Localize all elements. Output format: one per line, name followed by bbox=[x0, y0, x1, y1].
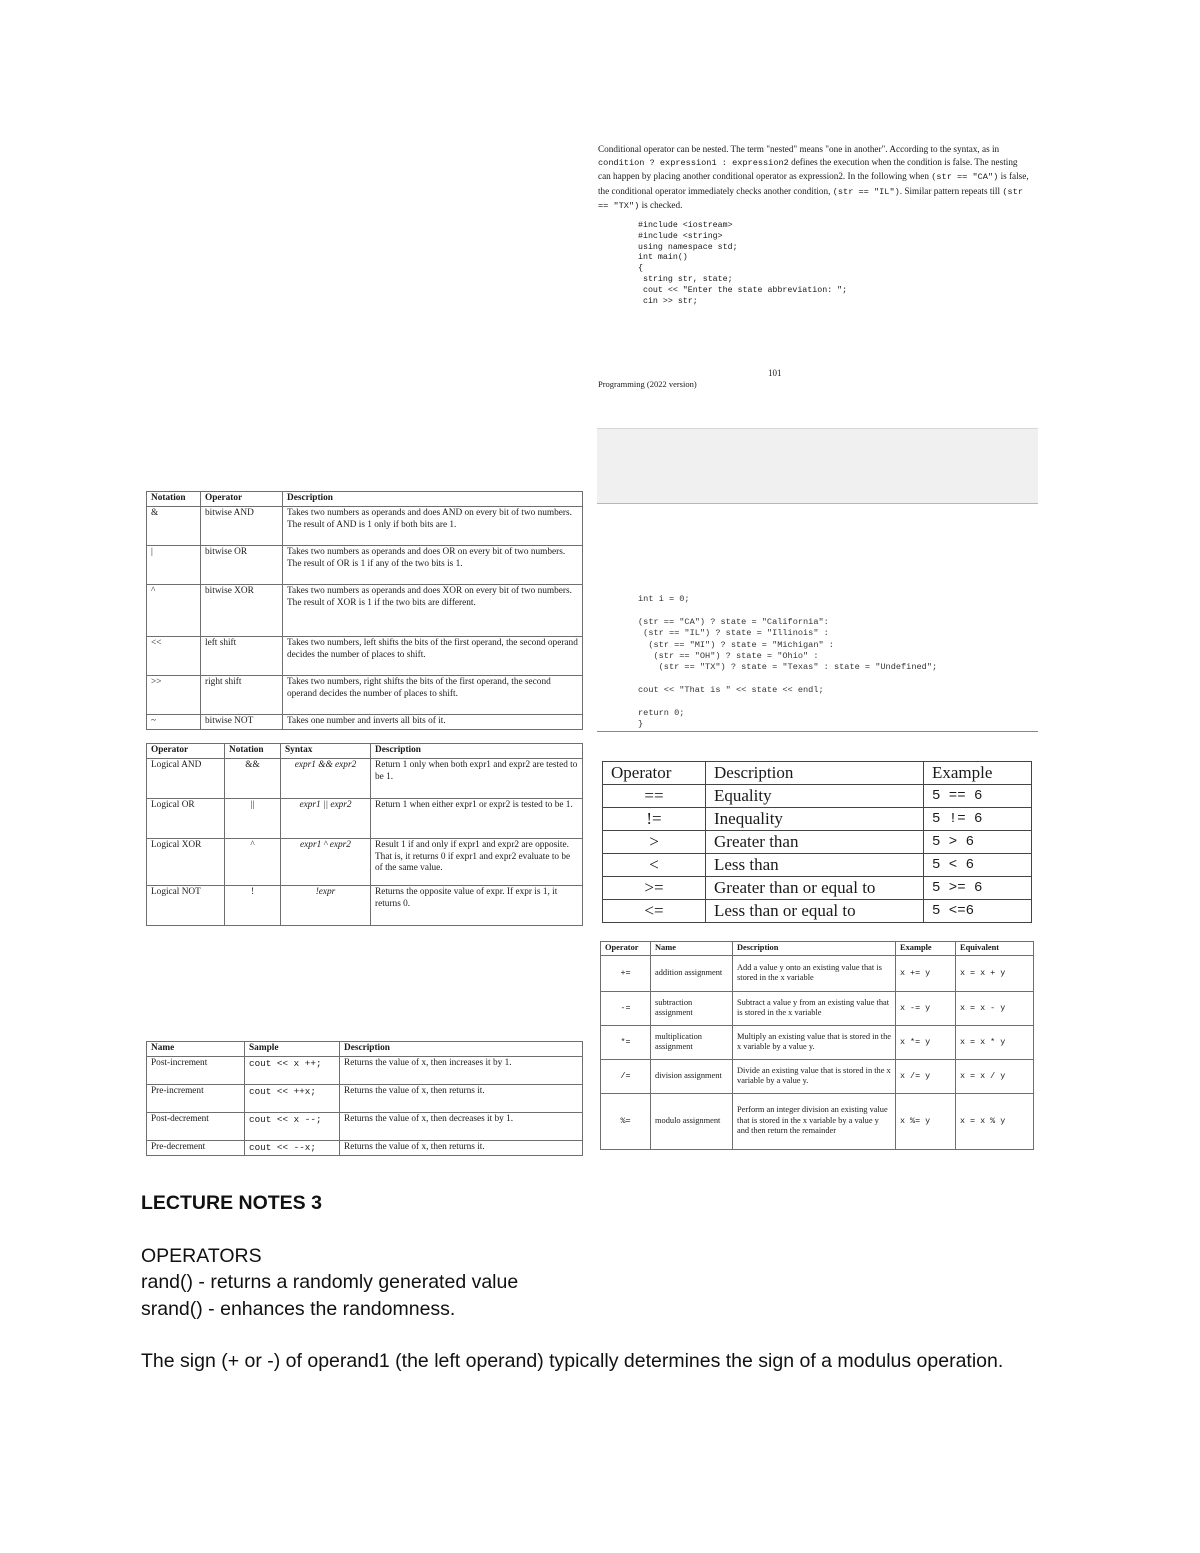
section-title: OPERATORS bbox=[141, 1244, 262, 1267]
code-line: int main() bbox=[638, 253, 688, 263]
table-row bbox=[601, 1059, 1034, 1093]
nested-conditional-code bbox=[638, 594, 1033, 732]
table-cell: left shift bbox=[201, 636, 283, 675]
column-header: Example bbox=[896, 942, 956, 956]
table-cell: && bbox=[225, 758, 281, 798]
code-line: (str == "CA") ? state = "California": bbox=[638, 616, 829, 627]
table-cell: subtraction assignment bbox=[651, 991, 733, 1025]
table-cell: ~ bbox=[147, 714, 201, 729]
code-line: #include <string> bbox=[638, 231, 723, 241]
notes-heading: LECTURE NOTES 3 bbox=[141, 1192, 322, 1214]
table-row bbox=[147, 1140, 583, 1155]
column-header: Notation bbox=[225, 744, 281, 759]
table-cell: bitwise AND bbox=[201, 506, 283, 545]
table-cell: += bbox=[601, 955, 651, 991]
page-number: 101 bbox=[768, 368, 782, 378]
table-cell: || bbox=[225, 798, 281, 838]
table-cell: division assignment bbox=[651, 1059, 733, 1093]
table-row bbox=[603, 785, 1032, 808]
excerpt-code-block bbox=[638, 221, 1030, 307]
table-cell: x %= y bbox=[896, 1093, 956, 1149]
table-cell: << bbox=[147, 636, 201, 675]
table-cell: bitwise XOR bbox=[201, 584, 283, 636]
code-line: using namespace std; bbox=[638, 242, 738, 252]
column-header: Notation bbox=[147, 492, 201, 507]
excerpt-paragraph: Conditional operator can be nested. The term "nested" means "one in another". According to the syntax, as in condition ? expression1 : expression2 defines the execution when the condition is false. The nesting can happen by placing another conditional operator as expression2. In the following when (str == "CA") is false, the conditional operator immediately checks another condition, (str == "IL"). Similar pattern repeats till (str == "TX") is checked. bbox=[598, 144, 1029, 211]
table-cell: Divide an existing value that is stored in the x variable by a value y. bbox=[733, 1059, 896, 1093]
table-cell: Takes one number and inverts all bits of it. bbox=[283, 714, 583, 729]
table-cell: Result 1 if and only if expr1 and expr2 are opposite. That is, it returns 0 if expr1 and expr2 evaluate to be of the same value. bbox=[371, 838, 583, 885]
column-header: Description bbox=[283, 492, 583, 507]
table-cell: Less than or equal to bbox=[706, 900, 924, 923]
table-cell: Takes two numbers, left shifts the bits of the first operand, the second operand decides the number of places to shift. bbox=[283, 636, 583, 675]
divider bbox=[597, 731, 1038, 732]
table-cell: 5 > 6 bbox=[924, 831, 1032, 854]
table-cell: Add a value y onto an existing value that is stored in the x variable bbox=[733, 955, 896, 991]
table-cell: cout << --x; bbox=[245, 1140, 340, 1155]
table-cell: Takes two numbers as operands and does XOR on every bit of two numbers. The result of XOR is 1 if the two bits are different. bbox=[283, 584, 583, 636]
table-cell: ^ bbox=[147, 584, 201, 636]
table-cell: Perform an integer division an existing value that is stored in the x variable by a value y and then return the remainder bbox=[733, 1093, 896, 1149]
table-cell: Returns the value of x, then returns it. bbox=[340, 1140, 583, 1155]
conditional-operator-excerpt bbox=[598, 143, 1030, 389]
table-cell: expr1 ^ expr2 bbox=[281, 838, 371, 885]
code-line: int i = 0; bbox=[638, 594, 690, 604]
table-cell: Logical AND bbox=[147, 758, 225, 798]
table-row bbox=[601, 1025, 1034, 1059]
column-header: Syntax bbox=[281, 744, 371, 759]
code-line: #include <iostream> bbox=[638, 221, 733, 231]
code-line: } bbox=[638, 719, 644, 730]
table-row bbox=[147, 1112, 583, 1140]
table-cell: 5 >= 6 bbox=[924, 877, 1032, 900]
table-cell: 5 <=6 bbox=[924, 900, 1032, 923]
table-cell: bitwise NOT bbox=[201, 714, 283, 729]
table-cell: *= bbox=[601, 1025, 651, 1059]
table-row bbox=[603, 854, 1032, 877]
table-cell: modulo assignment bbox=[651, 1093, 733, 1149]
code-line: cout << "Enter the state abbreviation: "; bbox=[638, 285, 848, 295]
code-line: (str == "MI") ? state = "Michigan" : bbox=[638, 639, 834, 650]
table-row bbox=[147, 798, 583, 838]
table-row bbox=[147, 838, 583, 885]
notes-line: srand() - enhances the randomness. bbox=[141, 1297, 456, 1320]
assignment-operators-table bbox=[600, 941, 1034, 1150]
table-header-row bbox=[147, 744, 583, 759]
table-cell: | bbox=[147, 545, 201, 584]
notes-line: rand() - returns a randomly generated value bbox=[141, 1271, 519, 1293]
table-row bbox=[147, 1084, 583, 1112]
column-header: Description bbox=[733, 942, 896, 956]
table-cell: addition assignment bbox=[651, 955, 733, 991]
table-cell: 5 == 6 bbox=[924, 785, 1032, 808]
table-cell: Pre-increment bbox=[147, 1084, 245, 1112]
table-row bbox=[601, 991, 1034, 1025]
table-cell: ! bbox=[225, 885, 281, 925]
table-cell: != bbox=[603, 808, 706, 831]
code-line: { bbox=[638, 264, 643, 274]
table-cell: Logical OR bbox=[147, 798, 225, 838]
table-row bbox=[147, 885, 583, 925]
table-cell: Less than bbox=[706, 854, 924, 877]
table-cell: Logical NOT bbox=[147, 885, 225, 925]
code-line: (str == "OH") ? state = "Ohio" : bbox=[638, 651, 819, 662]
column-header: Operator bbox=[201, 492, 283, 507]
table-cell: > bbox=[603, 831, 706, 854]
table-cell: multiplication assignment bbox=[651, 1025, 733, 1059]
grey-band bbox=[597, 428, 1038, 504]
table-cell: ^ bbox=[225, 838, 281, 885]
table-row bbox=[603, 831, 1032, 854]
table-cell: >> bbox=[147, 675, 201, 714]
table-cell: Multiply an existing value that is stored in the x variable by a value y. bbox=[733, 1025, 896, 1059]
table-cell: x = x - y bbox=[956, 991, 1034, 1025]
table-cell: Takes two numbers as operands and does OR on every bit of two numbers. The result of OR is 1 if any of the two bits is 1. bbox=[283, 545, 583, 584]
table-cell: x = x + y bbox=[956, 955, 1034, 991]
table-row bbox=[147, 675, 583, 714]
table-row bbox=[147, 545, 583, 584]
table-cell: x -= y bbox=[896, 991, 956, 1025]
table-row bbox=[147, 1056, 583, 1084]
table-row bbox=[147, 506, 583, 545]
column-header: Equivalent bbox=[956, 942, 1034, 956]
table-cell: Logical XOR bbox=[147, 838, 225, 885]
table-cell: Return 1 only when both expr1 and expr2 are tested to be 1. bbox=[371, 758, 583, 798]
table-cell: 5 != 6 bbox=[924, 808, 1032, 831]
table-cell: Returns the value of x, then increases it by 1. bbox=[340, 1056, 583, 1084]
table-cell: Takes two numbers as operands and does AND on every bit of two numbers. The result of AND is 1 only if both bits are 1. bbox=[283, 506, 583, 545]
table-cell: /= bbox=[601, 1059, 651, 1093]
notes-paragraph: The sign (+ or -) of operand1 (the left operand) typically determines the sign of a modulus operation. bbox=[141, 1350, 1004, 1372]
table-cell: Inequality bbox=[706, 808, 924, 831]
table-cell: Post-increment bbox=[147, 1056, 245, 1084]
table-cell: Returns the value of x, then returns it. bbox=[340, 1084, 583, 1112]
table-cell: x = x * y bbox=[956, 1025, 1034, 1059]
table-cell: expr1 || expr2 bbox=[281, 798, 371, 838]
table-cell: 5 < 6 bbox=[924, 854, 1032, 877]
table-cell: <= bbox=[603, 900, 706, 923]
table-cell: cout << x --; bbox=[245, 1112, 340, 1140]
table-row bbox=[601, 955, 1034, 991]
lecture-notes bbox=[141, 1190, 1041, 1375]
table-row bbox=[147, 636, 583, 675]
table-cell: %= bbox=[601, 1093, 651, 1149]
table-row bbox=[603, 900, 1032, 923]
table-cell: x *= y bbox=[896, 1025, 956, 1059]
table-cell: Takes two numbers, right shifts the bits of the first operand, the second operand decides the number of places to shift. bbox=[283, 675, 583, 714]
table-cell: cout << ++x; bbox=[245, 1084, 340, 1112]
table-cell: !expr bbox=[281, 885, 371, 925]
code-line: return 0; bbox=[638, 708, 685, 719]
code-line: (str == "TX") ? state = "Texas" : state = "Undefined"; bbox=[638, 662, 938, 673]
table-cell: x += y bbox=[896, 955, 956, 991]
code-line: cout << "That is " << state << endl; bbox=[638, 685, 824, 696]
code-line: cin >> str; bbox=[638, 296, 698, 306]
table-cell: Pre-decrement bbox=[147, 1140, 245, 1155]
column-header: Operator bbox=[603, 762, 706, 785]
table-header-row bbox=[603, 762, 1032, 785]
table-row bbox=[603, 808, 1032, 831]
table-cell: -= bbox=[601, 991, 651, 1025]
table-header-row bbox=[147, 1042, 583, 1057]
table-cell: < bbox=[603, 854, 706, 877]
table-row bbox=[601, 1093, 1034, 1149]
code-line: string str, state; bbox=[638, 275, 733, 284]
table-cell: Equality bbox=[706, 785, 924, 808]
table-cell: Return 1 when either expr1 or expr2 is tested to be 1. bbox=[371, 798, 583, 838]
table-cell: cout << x ++; bbox=[245, 1056, 340, 1084]
table-row bbox=[603, 877, 1032, 900]
table-cell: expr1 && expr2 bbox=[281, 758, 371, 798]
table-cell: Returns the opposite value of expr. If expr is 1, it returns 0. bbox=[371, 885, 583, 925]
table-cell: Subtract a value y from an existing value that is stored in the x variable bbox=[733, 991, 896, 1025]
table-cell: Greater than bbox=[706, 831, 924, 854]
column-header: Operator bbox=[147, 744, 225, 759]
column-header: Name bbox=[147, 1042, 245, 1057]
table-row bbox=[147, 584, 583, 636]
column-header: Description bbox=[706, 762, 924, 785]
page-footer: Programming (2022 version) bbox=[598, 379, 697, 389]
code-line: (str == "IL") ? state = "Illinois" : bbox=[638, 628, 829, 639]
table-header-row bbox=[147, 492, 583, 507]
column-header: Example bbox=[924, 762, 1032, 785]
column-header: Name bbox=[651, 942, 733, 956]
bitwise-operators-table bbox=[146, 491, 583, 730]
table-cell: Returns the value of x, then decreases it by 1. bbox=[340, 1112, 583, 1140]
table-cell: x = x / y bbox=[956, 1059, 1034, 1093]
table-header-row bbox=[601, 942, 1034, 956]
table-cell: x = x % y bbox=[956, 1093, 1034, 1149]
increment-decrement-table bbox=[146, 1041, 583, 1156]
table-row bbox=[147, 758, 583, 798]
table-cell: == bbox=[603, 785, 706, 808]
table-cell: & bbox=[147, 506, 201, 545]
table-row bbox=[147, 714, 583, 729]
table-cell: bitwise OR bbox=[201, 545, 283, 584]
column-header: Operator bbox=[601, 942, 651, 956]
table-cell: x /= y bbox=[896, 1059, 956, 1093]
column-header: Description bbox=[340, 1042, 583, 1057]
logical-operators-table bbox=[146, 743, 583, 926]
table-cell: right shift bbox=[201, 675, 283, 714]
relational-operators-table bbox=[602, 761, 1032, 923]
column-header: Sample bbox=[245, 1042, 340, 1057]
column-header: Description bbox=[371, 744, 583, 759]
table-cell: >= bbox=[603, 877, 706, 900]
table-cell: Greater than or equal to bbox=[706, 877, 924, 900]
table-cell: Post-decrement bbox=[147, 1112, 245, 1140]
